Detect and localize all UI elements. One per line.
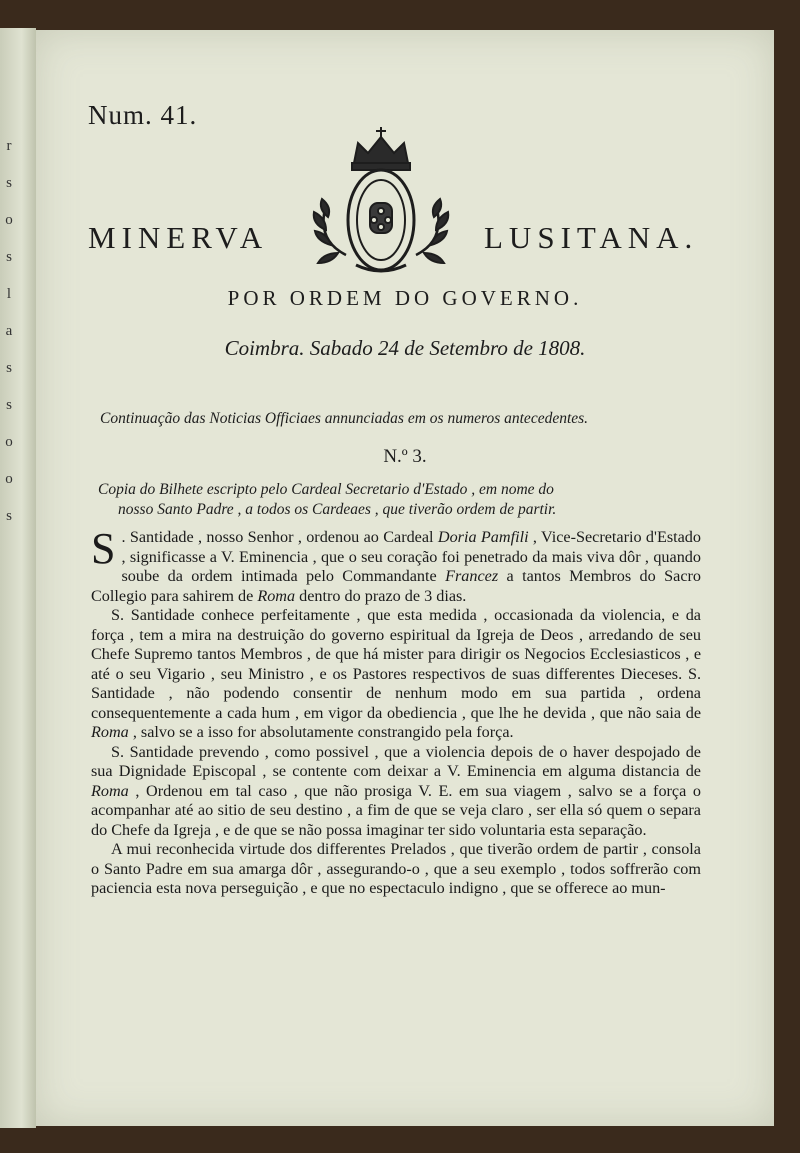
margin-glyph: o	[5, 434, 13, 450]
article-body	[91, 524, 701, 899]
text-run: a tantos Membros do Sacro Collegio para sahirem de	[91, 567, 701, 605]
masthead-subtitle: POR ORDEM DO GOVERNO.	[227, 286, 583, 310]
document-heading	[98, 480, 710, 520]
continuation-heading: Continuação das Noticias Officiaes annunciadas em os numeros antecedentes.	[100, 410, 589, 427]
margin-glyph: s	[6, 360, 12, 376]
margin-glyph: o	[5, 471, 13, 487]
section-number: N.º 3.	[383, 446, 427, 467]
masthead-title-right: LUSITANA.	[484, 220, 699, 255]
margin-glyph: s	[6, 249, 12, 265]
margin-glyph: s	[6, 508, 12, 524]
text-run: , Vice-Secretario d'Estado , significasse a V. Eminencia , que o seu coração foi penetrado da mais viva dôr , quando soube da ordem intimada pelo Commandante	[121, 528, 701, 585]
paragraph	[91, 606, 701, 743]
text-run: Doria Pamfili	[437, 528, 529, 546]
masthead-title-left: MINERVA	[88, 220, 269, 255]
text-run: . Santidade , nosso Senhor , ordenou ao Cardeal	[121, 528, 438, 546]
text-run: Roma	[91, 723, 129, 741]
paragraph	[91, 524, 701, 606]
margin-glyph: o	[5, 212, 13, 228]
text-run: Francez	[445, 567, 499, 585]
paragraph: A mui reconhecida virtude dos differentes Prelados , que tiverão ordem de partir , consola o Santo Padre em sua amarga dôr , assegurando-o , que a seu exemplo , todos soffrerão com paciencia esta nova perseguição , e que no espectaculo indigno , que se offerece ao mun-	[91, 840, 701, 897]
margin-glyph: r	[6, 138, 12, 154]
royal-coat-of-arms-icon	[286, 125, 476, 280]
document-heading-line2: nosso Santo Padre , a todos os Cardeaes , que tiverão ordem de partir.	[118, 501, 557, 518]
text-run: dentro do prazo de 3 dias.	[295, 586, 467, 605]
text-run: Roma	[91, 781, 129, 800]
document-heading-line1: Copia do Bilhete escripto pelo Cardeal Secretario d'Estado , em nome do	[98, 481, 554, 498]
margin-glyph: l	[6, 286, 12, 302]
margin-glyph: s	[6, 175, 12, 191]
paragraph	[91, 743, 701, 841]
newspaper-page	[36, 30, 774, 1126]
drop-cap: S	[91, 524, 116, 573]
text-run: , Ordenou em tal caso , que não prosiga V. E. em sua viagem , salvo se a força o acompanhar até ao sitio de seu destino , a fim de que se veja claro , ser ella só quem o separa do Chefe da Igreja , e de que se não possa imaginar ter sido voluntaria esta separação.	[91, 781, 701, 839]
text-run: S. Santidade conhece perfeitamente , que esta medida , occasionada da violencia, e da força , tem a mira na destruição do governo espiritual da Igreja de Deos , arredando de seu Chefe Supremo tantos Membros , de que há mister para dirigir os Negocios Ecclesiasticos , e até o seu Vigario , seu Ministro , e os Pastores respectivos de suas differentes Dieceses. S. Santidade , não podendo consentir de nenhum modo em sua partida , ordena consequentemente a cada hum , em vigor da obediencia , que lhe he devida , que não saia de	[91, 606, 701, 722]
dateline: Coimbra. Sabado 24 de Setembro de 1808.	[224, 336, 586, 360]
margin-glyphs	[2, 128, 16, 535]
issue-number: Num. 41.	[88, 100, 198, 130]
margin-glyph: a	[5, 323, 13, 339]
text-run: S. Santidade prevendo , como possivel , que a violencia depois de o haver despojado de sua Dignidade Episcopal , se contente com deixar a V. Eminencia em alguma distancia de	[91, 742, 701, 780]
previous-page-edge	[0, 28, 36, 1128]
text-run: , salvo se a isso for absolutamente constrangido pela força.	[128, 723, 514, 741]
text-run: Roma	[257, 586, 296, 605]
margin-glyph: s	[6, 397, 12, 413]
